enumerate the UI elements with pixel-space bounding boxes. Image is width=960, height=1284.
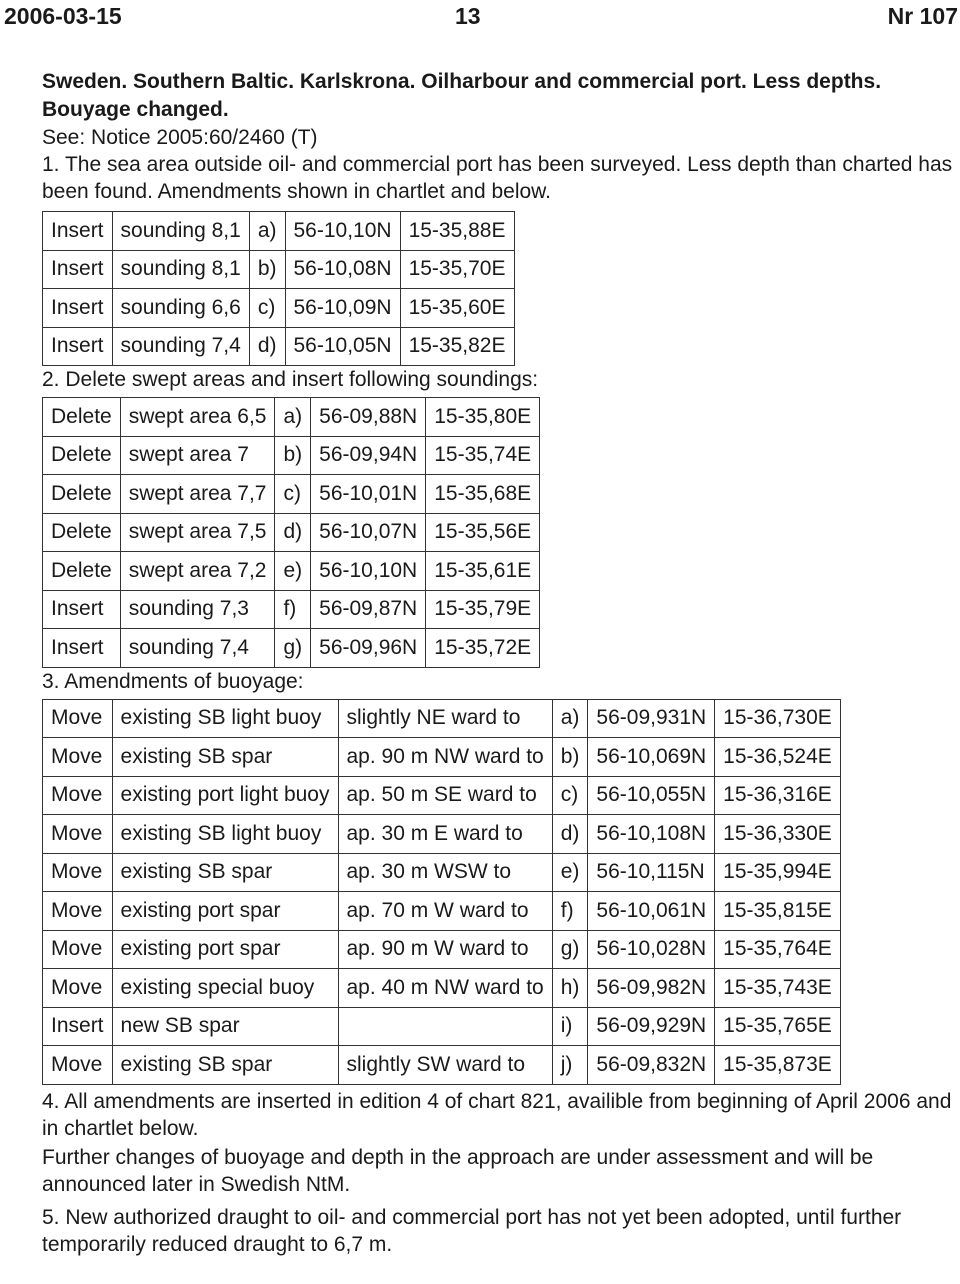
table-cell: 56-10,01N (311, 475, 426, 514)
table-cell: swept area 7 (120, 436, 275, 475)
table-cell: ap. 70 m W ward to (338, 892, 552, 931)
table-row (43, 327, 515, 366)
table-cell: Insert (43, 289, 113, 328)
table-cell: e) (275, 552, 311, 591)
table-cell: sounding 8,1 (112, 212, 249, 251)
table-cell: 15-35,88E (400, 212, 514, 251)
table-cell: 56-09,931N (588, 699, 715, 738)
table-cell: ap. 30 m WSW to (338, 853, 552, 892)
table-cell: 56-10,115N (588, 853, 715, 892)
table-cell: 15-35,743E (715, 969, 841, 1008)
table-cell: 56-09,87N (311, 590, 426, 629)
table-cell: 15-36,524E (715, 738, 841, 777)
table-cell: j) (552, 1046, 588, 1085)
table-row (43, 289, 515, 328)
table-cell: 15-35,765E (715, 1007, 841, 1046)
soundings-insert-table (42, 211, 515, 366)
table-cell: swept area 7,7 (120, 475, 275, 514)
table-cell: existing SB light buoy (112, 815, 338, 854)
table-cell: b) (249, 250, 285, 289)
issue-number: Nr 107 (887, 3, 958, 29)
table-row (43, 930, 841, 969)
buoyage-table (42, 699, 841, 1085)
table-cell: Delete (43, 552, 121, 591)
table-cell: 56-10,061N (588, 892, 715, 931)
header-date: 2006-03-15 (4, 3, 122, 29)
section-2-text: 2. Delete swept areas and insert following soundings: (42, 368, 539, 391)
table-cell: 15-36,730E (715, 699, 841, 738)
table-cell: 56-09,88N (311, 398, 426, 437)
table-row (43, 815, 841, 854)
table-cell: 15-35,61E (426, 552, 540, 591)
table-cell: Move (43, 892, 113, 931)
table-cell: existing port light buoy (112, 776, 338, 815)
table-cell: Insert (43, 590, 121, 629)
table-cell: sounding 7,4 (120, 629, 275, 668)
table-cell: c) (249, 289, 285, 328)
table-cell: 15-35,994E (715, 853, 841, 892)
table-row (43, 590, 540, 629)
table-cell: 56-10,07N (311, 513, 426, 552)
table-cell: existing special buoy (112, 969, 338, 1008)
table-cell: Move (43, 738, 113, 777)
table-cell: 15-35,70E (400, 250, 514, 289)
table-row (43, 629, 540, 668)
table-row (43, 212, 515, 251)
page-number: 13 (455, 3, 481, 29)
table-cell: g) (275, 629, 311, 668)
table-row (43, 250, 515, 289)
table-row (43, 699, 841, 738)
table-cell: swept area 7,5 (120, 513, 275, 552)
table-cell: 56-10,08N (285, 250, 400, 289)
table-cell: Delete (43, 475, 121, 514)
further-changes-text: Further changes of buoyage and depth in the approach are under assessment and will be announced later in Swedish NtM. (42, 1145, 874, 1196)
section-5-text: 5. New authorized draught to oil- and commercial port has not yet been adopted, until further temporarily reduced draught to 6,7 m. (42, 1205, 902, 1256)
table-cell: 15-35,80E (426, 398, 540, 437)
table-cell: Move (43, 699, 113, 738)
table-cell: Move (43, 930, 113, 969)
table-cell: 56-10,10N (311, 552, 426, 591)
table-cell: ap. 30 m E ward to (338, 815, 552, 854)
table-cell: 15-35,56E (426, 513, 540, 552)
table-cell: Insert (43, 212, 113, 251)
table-cell: 56-10,05N (285, 327, 400, 366)
table-row (43, 738, 841, 777)
table-cell: f) (552, 892, 588, 931)
table-cell: Insert (43, 250, 113, 289)
table-cell: ap. 50 m SE ward to (338, 776, 552, 815)
table-cell: a) (552, 699, 588, 738)
table-row (43, 892, 841, 931)
table-cell: 15-36,316E (715, 776, 841, 815)
table-cell: 56-10,069N (588, 738, 715, 777)
table-row (43, 475, 540, 514)
table-cell: g) (552, 930, 588, 969)
table-cell: existing port spar (112, 930, 338, 969)
table-row (43, 1046, 841, 1085)
table-cell: 56-09,96N (311, 629, 426, 668)
table-cell: sounding 7,3 (120, 590, 275, 629)
table-cell: c) (275, 475, 311, 514)
section-1-text: 1. The sea area outside oil- and commercial port has been surveyed. Less depth than charted has been found. Amendments shown in chartlet and below. (42, 153, 953, 203)
table-cell: ap. 90 m NW ward to (338, 738, 552, 777)
table-cell: 15-35,68E (426, 475, 540, 514)
table-cell: h) (552, 969, 588, 1008)
table-cell: 56-10,055N (588, 776, 715, 815)
table-row (43, 552, 540, 591)
table-cell: Move (43, 815, 113, 854)
page-header (0, 0, 960, 34)
table-cell: Move (43, 853, 113, 892)
see-reference: See: Notice 2005:60/2460 (T) (42, 126, 318, 149)
notice-body (42, 68, 954, 1258)
table-cell: 56-09,929N (588, 1007, 715, 1046)
section-3-text: 3. Amendments of buoyage: (42, 669, 304, 693)
table-cell: 56-10,09N (285, 289, 400, 328)
notice-title: Sweden. Southern Baltic. Karlskrona. Oilharbour and commercial port. Less depths. Bouyage changed. (42, 70, 882, 121)
table-cell: f) (275, 590, 311, 629)
table-cell: new SB spar (112, 1007, 338, 1046)
table-row (43, 969, 841, 1008)
table-cell: Delete (43, 513, 121, 552)
table-cell: 56-09,982N (588, 969, 715, 1008)
table-cell: 15-35,815E (715, 892, 841, 931)
table-cell: Delete (43, 398, 121, 437)
table-cell: 56-09,832N (588, 1046, 715, 1085)
table-row (43, 1007, 841, 1046)
table-row (43, 513, 540, 552)
table-cell: 56-10,028N (588, 930, 715, 969)
table-cell: b) (275, 436, 311, 475)
table-cell: Insert (43, 629, 121, 668)
table-cell: existing SB spar (112, 1046, 338, 1085)
table-cell: 15-35,764E (715, 930, 841, 969)
table-cell: existing SB spar (112, 853, 338, 892)
table-cell: sounding 7,4 (112, 327, 249, 366)
table-cell: c) (552, 776, 588, 815)
table-cell: 56-10,108N (588, 815, 715, 854)
table-cell: i) (552, 1007, 588, 1046)
table-row (43, 776, 841, 815)
table-row (43, 853, 841, 892)
section-4-text: 4. All amendments are inserted in edition 4 of chart 821, availible from beginning of April 2006 and in chartlet below. (42, 1089, 952, 1140)
table-cell: Move (43, 969, 113, 1008)
table-cell: sounding 8,1 (112, 250, 249, 289)
table-cell: Insert (43, 327, 113, 366)
table-cell: slightly NE ward to (338, 699, 552, 738)
table-cell: 15-35,79E (426, 590, 540, 629)
table-cell: existing SB spar (112, 738, 338, 777)
table-cell: Delete (43, 436, 121, 475)
table-cell: existing port spar (112, 892, 338, 931)
table-cell: swept area 6,5 (120, 398, 275, 437)
table-cell: 15-35,60E (400, 289, 514, 328)
table-cell: 15-36,330E (715, 815, 841, 854)
table-cell: ap. 40 m NW ward to (338, 969, 552, 1008)
table-cell: Move (43, 776, 113, 815)
table-cell: a) (249, 212, 285, 251)
table-cell: 56-10,10N (285, 212, 400, 251)
table-cell: d) (275, 513, 311, 552)
table-cell (338, 1007, 552, 1046)
table-row (43, 436, 540, 475)
table-cell: 15-35,82E (400, 327, 514, 366)
table-cell: b) (552, 738, 588, 777)
table-cell: sounding 6,6 (112, 289, 249, 328)
table-cell: ap. 90 m W ward to (338, 930, 552, 969)
table-cell: d) (552, 815, 588, 854)
table-cell: 15-35,72E (426, 629, 540, 668)
table-cell: 15-35,74E (426, 436, 540, 475)
table-cell: slightly SW ward to (338, 1046, 552, 1085)
table-cell: swept area 7,2 (120, 552, 275, 591)
table-cell: e) (552, 853, 588, 892)
table-cell: d) (249, 327, 285, 366)
table-cell: existing SB light buoy (112, 699, 338, 738)
table-cell: Move (43, 1046, 113, 1085)
table-cell: Insert (43, 1007, 113, 1046)
swept-areas-table (42, 397, 540, 668)
table-row (43, 398, 540, 437)
table-cell: 56-09,94N (311, 436, 426, 475)
table-cell: a) (275, 398, 311, 437)
table-cell: 15-35,873E (715, 1046, 841, 1085)
